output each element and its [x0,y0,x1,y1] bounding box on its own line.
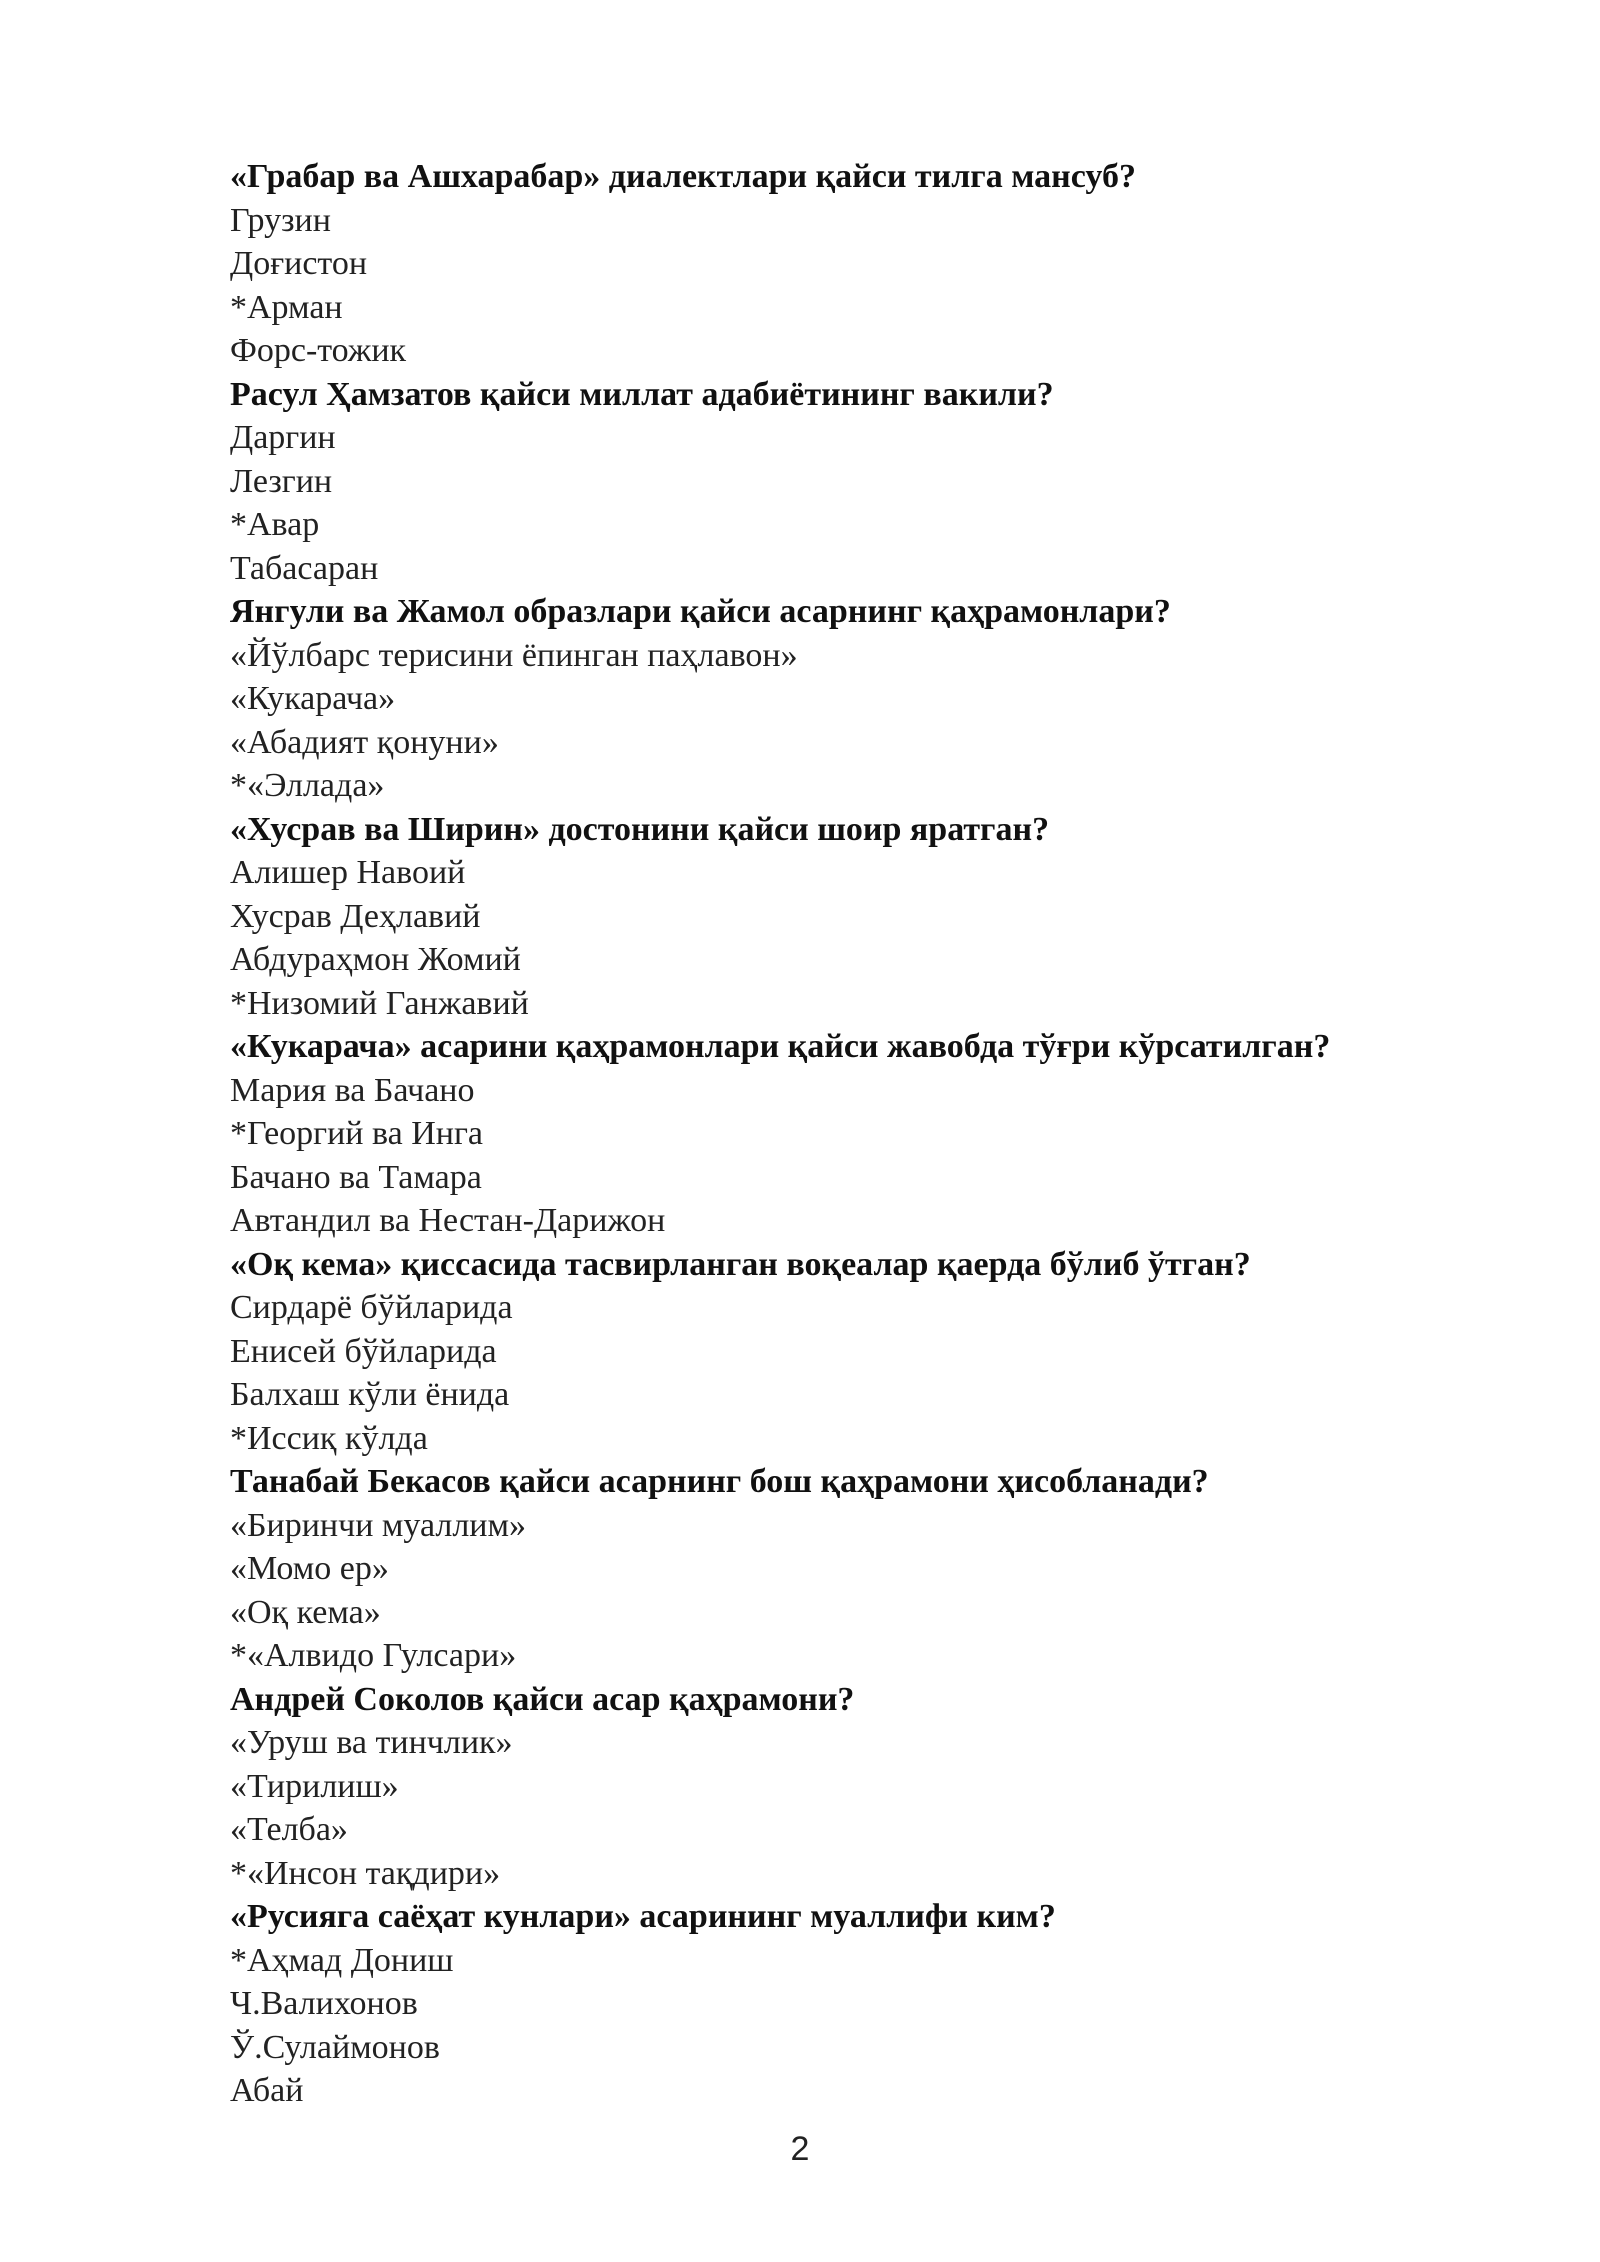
question-block [230,1678,1530,1896]
question-text: «Хусрав ва Ширин» достонини қайси шоир яратган? [230,810,1050,848]
answer-option: «Абадият қонуни» [230,723,499,761]
answer-option: Автандил ва Нестан-Дарижон [230,1202,666,1239]
page-number: 2 [790,2130,810,2168]
answer-option: *Аҳмад Дониш [230,1941,454,1979]
answer-option: Абай [230,2072,304,2109]
answer-option: Сирдарё бўйларида [230,1289,513,1326]
answer-option: Доғистон [230,245,368,282]
answer-option: Алишер Навоий [230,854,466,891]
answer-option: *Иссиқ кўлда [230,1419,428,1457]
answer-option: *«Алвидо Гулсари» [230,1637,517,1674]
question-text: «Грабар ва Ашхарабар» диалектлари қайси тилга мансуб? [230,158,1136,195]
question-block [230,1025,1530,1243]
answer-option: Бачано ва Тамара [230,1158,482,1196]
answer-option: *Арман [230,288,343,326]
question-block [230,155,1530,373]
answer-option: Енисей бўйларида [230,1332,497,1370]
answer-option: Лезгин [230,462,333,500]
question-block [230,1895,1530,2113]
question-text: Расул Ҳамзатов қайси миллат адабиётининг вакили? [230,375,1054,413]
answer-option: Даргин [230,419,336,456]
answer-option: Балхаш кўли ёнида [230,1376,510,1413]
answer-option: *«Эллада» [230,767,385,804]
answer-option: Форс-тожик [230,332,407,369]
answer-option: Абдураҳмон Жомий [230,941,521,978]
answer-option: «Тирилиш» [230,1767,399,1805]
question-block [230,1243,1530,1461]
question-block [230,373,1530,591]
question-text: Янгули ва Жамол образлари қайси асарнинг қаҳрамонлари? [230,593,1171,630]
question-text: Танабай Бекасов қайси асарнинг бош қаҳрамони ҳисобланади? [230,1463,1209,1500]
question-block [230,1460,1530,1678]
question-text: «Оқ кема» қиссасида тасвирланган воқеалар қаерда бўлиб ўтган? [230,1245,1251,1283]
answer-option: *Низомий Ганжавий [230,984,529,1022]
quiz-content [230,155,1530,2113]
question-text: Андрей Соколов қайси асар қаҳрамони? [230,1680,855,1718]
question-text: «Русияга саёҳат кунлари» асарининг муаллифи ким? [230,1898,1056,1935]
answer-option: Ў.Сулаймонов [230,2028,440,2066]
answer-option: Грузин [230,201,331,239]
answer-option: «Телба» [230,1811,348,1848]
answer-option: *«Инсон тақдири» [230,1854,501,1892]
question-block [230,808,1530,1026]
question-block [230,590,1530,808]
answer-option: Ч.Валихонов [230,1985,418,2022]
answer-option: «Момо ер» [230,1550,389,1587]
answer-option: «Кукарача» [230,680,396,717]
answer-option: «Оқ кема» [230,1593,381,1631]
answer-option: «Уруш ва тинчлик» [230,1724,513,1761]
answer-option: *Авар [230,506,320,543]
answer-option: Мария ва Бачано [230,1071,475,1109]
answer-option: Табасаран [230,549,379,587]
answer-option: Хусрав Деҳлавий [230,897,481,935]
answer-option: «Йўлбарс терисини ёпинган паҳлавон» [230,636,798,674]
answer-option: «Биринчи муаллим» [230,1506,527,1544]
answer-option: *Георгий ва Инга [230,1115,483,1152]
question-text: «Кукарача» асарини қаҳрамонлари қайси жавобда тўғри кўрсатилган? [230,1028,1331,1065]
